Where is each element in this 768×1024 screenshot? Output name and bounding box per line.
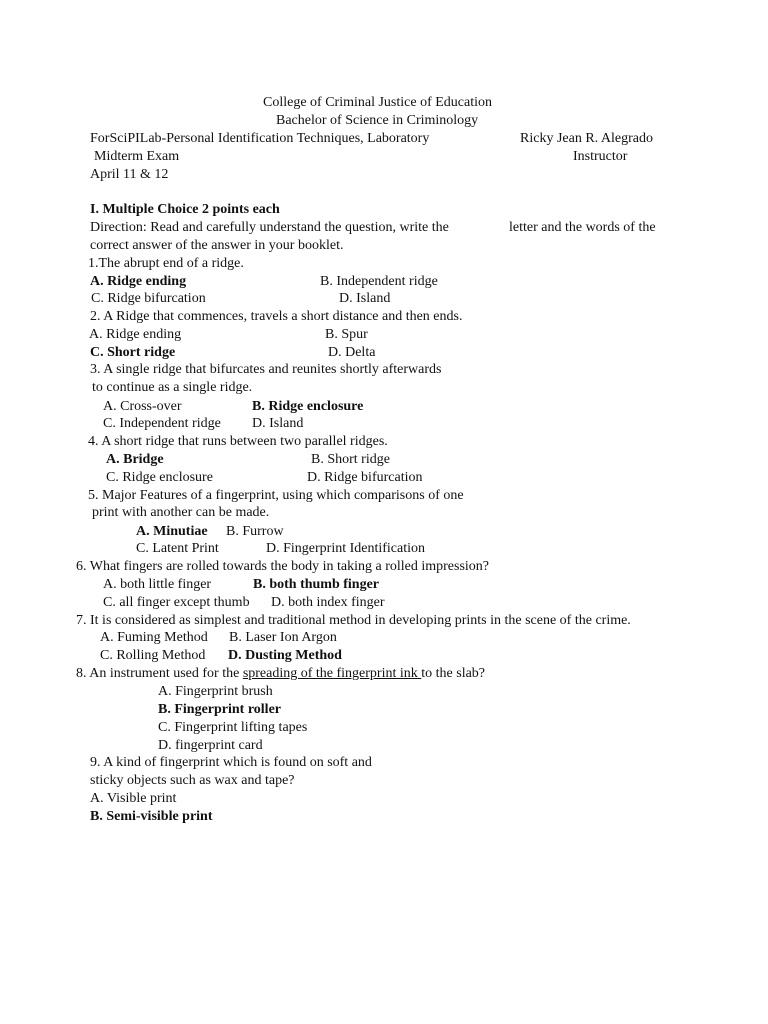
question-3-cont: to continue as a single ridge.: [92, 380, 253, 395]
choice-9b: B. Semi-visible print: [90, 809, 213, 824]
instructor-title: Instructor: [573, 149, 628, 164]
question-8-text-2: to the slab?: [421, 666, 486, 681]
choice-5a: A. Minutiae: [136, 524, 208, 539]
choice-7a: A. Fuming Method: [100, 630, 208, 645]
choice-3d: D. Island: [252, 416, 304, 431]
exam-title: Midterm Exam: [94, 149, 180, 164]
choice-5d: D. Fingerprint Identification: [266, 541, 426, 556]
choice-1c: C. Ridge bifurcation: [91, 291, 206, 306]
choice-5c: C. Latent Print: [136, 541, 219, 556]
choice-8c: C. Fingerprint lifting tapes: [158, 720, 308, 735]
question-9-cont: sticky objects such as wax and tape?: [90, 773, 295, 788]
choice-2a: A. Ridge ending: [89, 327, 182, 342]
choice-1a: A. Ridge ending: [90, 274, 187, 289]
choice-4b: B. Short ridge: [311, 452, 390, 467]
choice-6b: B. both thumb finger: [253, 577, 380, 592]
question-8: [76, 666, 485, 682]
direction-text-1: Direction: Read and carefully understand the question, write the: [90, 220, 449, 235]
choice-6c: C. all finger except thumb: [103, 595, 250, 610]
choice-7b: B. Laser Ion Argon: [229, 630, 337, 645]
choice-2c: C. Short ridge: [90, 345, 176, 360]
program-title: Bachelor of Science in Criminology: [276, 113, 479, 128]
question-8-text-1: 8. An instrument used for the: [76, 666, 240, 681]
question-6: 6. What fingers are rolled towards the body in taking a rolled impression?: [76, 559, 490, 574]
question-7: 7. It is considered as simplest and traditional method in developing prints in the scene of the crime.: [76, 613, 631, 628]
choice-4d: D. Ridge bifurcation: [307, 470, 423, 485]
choice-4a: A. Bridge: [106, 452, 164, 467]
choice-1d: D. Island: [339, 291, 391, 306]
question-9: 9. A kind of fingerprint which is found on soft and: [90, 755, 372, 770]
instructor-name: Ricky Jean R. Alegrado: [520, 131, 653, 146]
choice-8d: D. fingerprint card: [158, 738, 263, 753]
choice-2d: D. Delta: [328, 345, 376, 360]
question-1: 1.The abrupt end of a ridge.: [88, 256, 244, 271]
choice-2b: B. Spur: [325, 327, 368, 342]
choice-8b: B. Fingerprint roller: [158, 702, 281, 717]
choice-7d: D. Dusting Method: [228, 648, 342, 663]
choice-8a: A. Fingerprint brush: [158, 684, 273, 699]
question-8-underlined: spreading of the fingerprint ink: [242, 666, 422, 681]
choice-9a: A. Visible print: [90, 791, 177, 806]
choice-7c: C. Rolling Method: [100, 648, 206, 663]
section-title: I. Multiple Choice 2 points each: [90, 202, 280, 217]
choice-4c: C. Ridge enclosure: [106, 470, 213, 485]
exam-date: April 11 & 12: [90, 167, 169, 182]
college-title: College of Criminal Justice of Education: [263, 95, 493, 110]
direction-text-2: letter and the words of the: [509, 220, 656, 235]
choice-3c: C. Independent ridge: [103, 416, 221, 431]
choice-5b: B. Furrow: [226, 524, 284, 539]
course-title: ForSciPILab-Personal Identification Techniques, Laboratory: [90, 131, 430, 146]
choice-6d: D. both index finger: [271, 595, 385, 610]
question-3: 3. A single ridge that bifurcates and reunites shortly afterwards: [90, 362, 442, 377]
question-2: 2. A Ridge that commences, travels a short distance and then ends.: [90, 309, 463, 324]
choice-1b: B. Independent ridge: [320, 274, 438, 289]
direction-text-3: correct answer of the answer in your booklet.: [90, 238, 344, 253]
question-5: 5. Major Features of a fingerprint, using which comparisons of one: [88, 488, 464, 503]
choice-6a: A. both little finger: [103, 577, 212, 592]
question-4: 4. A short ridge that runs between two parallel ridges.: [88, 434, 388, 449]
choice-3a: A. Cross-over: [103, 399, 182, 414]
question-5-cont: print with another can be made.: [92, 505, 270, 520]
choice-3b: B. Ridge enclosure: [252, 399, 364, 414]
